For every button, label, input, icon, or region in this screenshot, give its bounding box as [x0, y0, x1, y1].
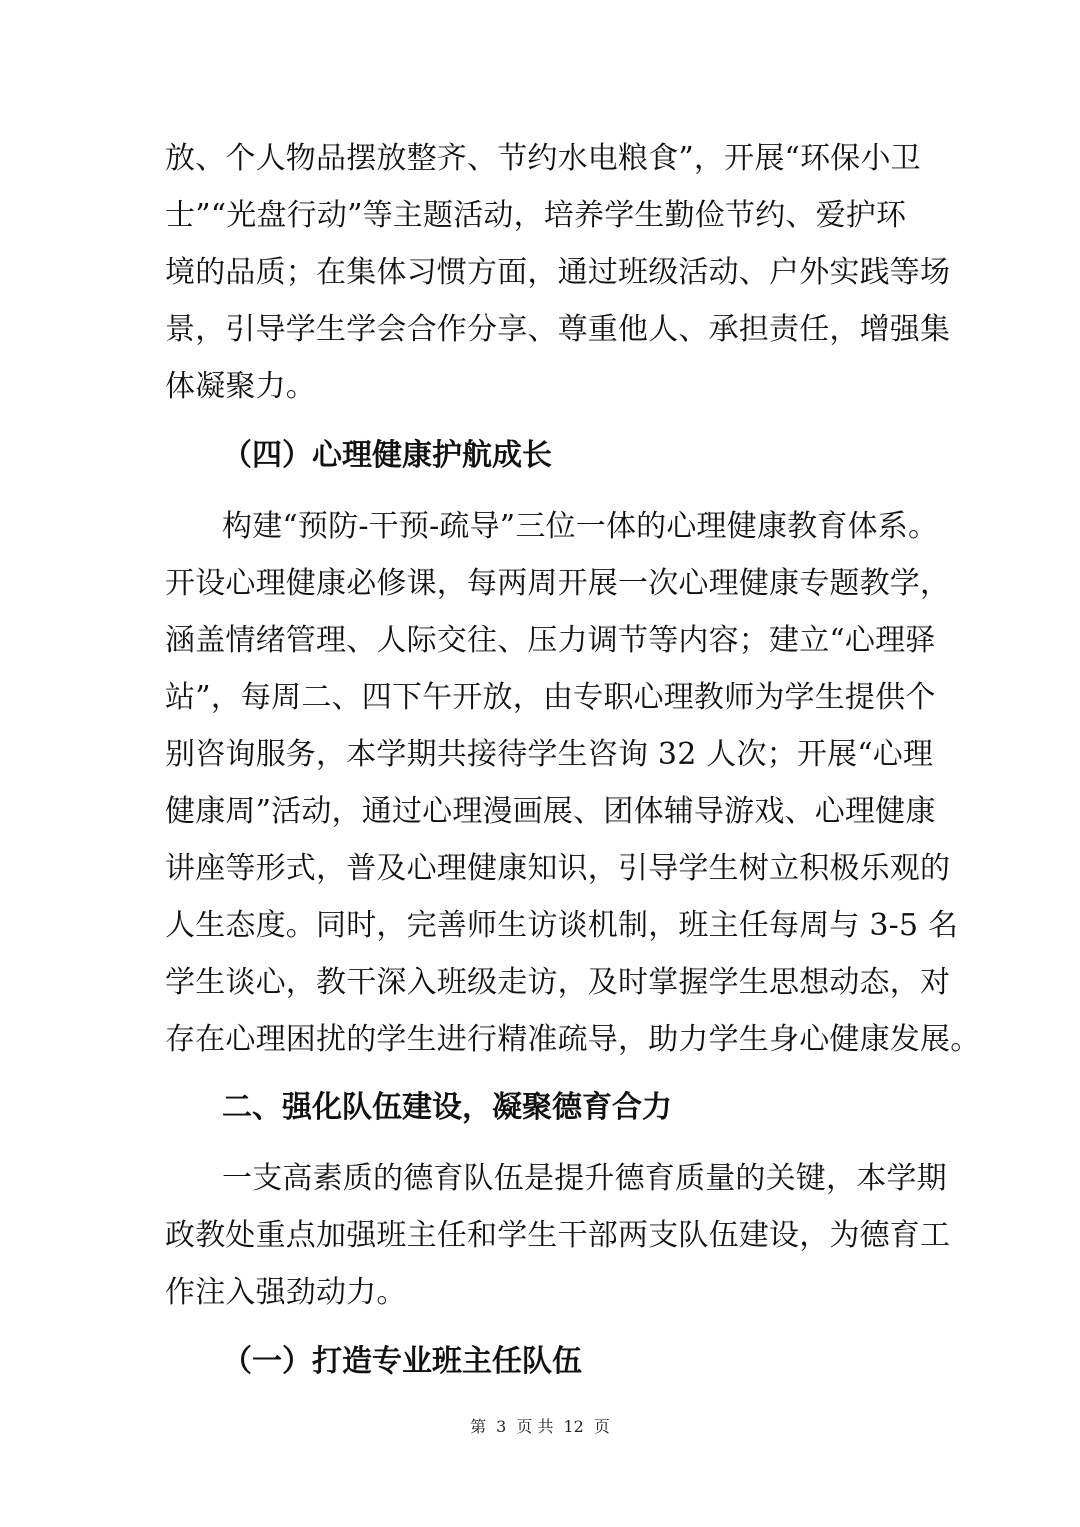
text-line: 人生态度。同时，完善师生访谈机制，班主任每周与 3-5 名 — [165, 908, 959, 943]
text-line: 放、个人物品摆放整齐、节约水电粮食”，开展“环保小卫 — [165, 141, 921, 176]
section-heading-2: 二、强化队伍建设，凝聚德育合力 — [222, 1090, 672, 1125]
text-line: 构建“预防-干预-疏导”三位一体的心理健康教育体系。 — [222, 509, 939, 544]
total-pages: 12 — [563, 1417, 584, 1436]
text-line: 涵盖情绪管理、人际交往、压力调节等内容；建立“心理驿 — [165, 623, 936, 658]
text-line: 存在心理困扰的学生进行精准疏导，助力学生身心健康发展。 — [165, 1022, 981, 1057]
section-heading-4: （四）心理健康护航成长 — [222, 438, 552, 473]
text-line: 学生谈心，教干深入班级走访，及时掌握学生思想动态，对 — [165, 965, 951, 1000]
footer-prefix: 第 — [470, 1417, 487, 1436]
text-line: 士”“光盘行动”等主题活动，培养学生勤俭节约、爱护环 — [165, 198, 907, 233]
section-heading-1: （一）打造专业班主任队伍 — [222, 1344, 582, 1379]
text-line: 境的品质；在集体习惯方面，通过班级活动、户外实践等场 — [165, 255, 951, 290]
text-line: 作注入强劲动力。 — [165, 1275, 407, 1310]
page-number: 3 — [496, 1417, 507, 1436]
text-line: 讲座等形式，普及心理健康知识，引导学生树立积极乐观的 — [165, 851, 951, 886]
footer-suffix: 页 — [593, 1417, 610, 1436]
text-line: 别咨询服务，本学期共接待学生咨询 32 人次；开展“心理 — [165, 737, 934, 772]
text-line: 开设心理健康必修课，每两周开展一次心理健康专题教学， — [165, 566, 951, 601]
text-line: 站”，每周二、四下午开放，由专职心理教师为学生提供个 — [165, 680, 936, 715]
text-line: 政教处重点加强班主任和学生干部两支队伍建设，为德育工 — [165, 1218, 951, 1253]
page-footer — [0, 1416, 1080, 1438]
text-line: 体凝聚力。 — [165, 369, 316, 404]
text-line: 一支高素质的德育队伍是提升德育质量的关键，本学期 — [222, 1161, 947, 1196]
text-line: 景，引导学生学会合作分享、尊重他人、承担责任，增强集 — [165, 312, 951, 347]
text-line: 健康周”活动，通过心理漫画展、团体辅导游戏、心理健康 — [165, 794, 936, 829]
footer-middle: 页 共 — [516, 1417, 554, 1436]
